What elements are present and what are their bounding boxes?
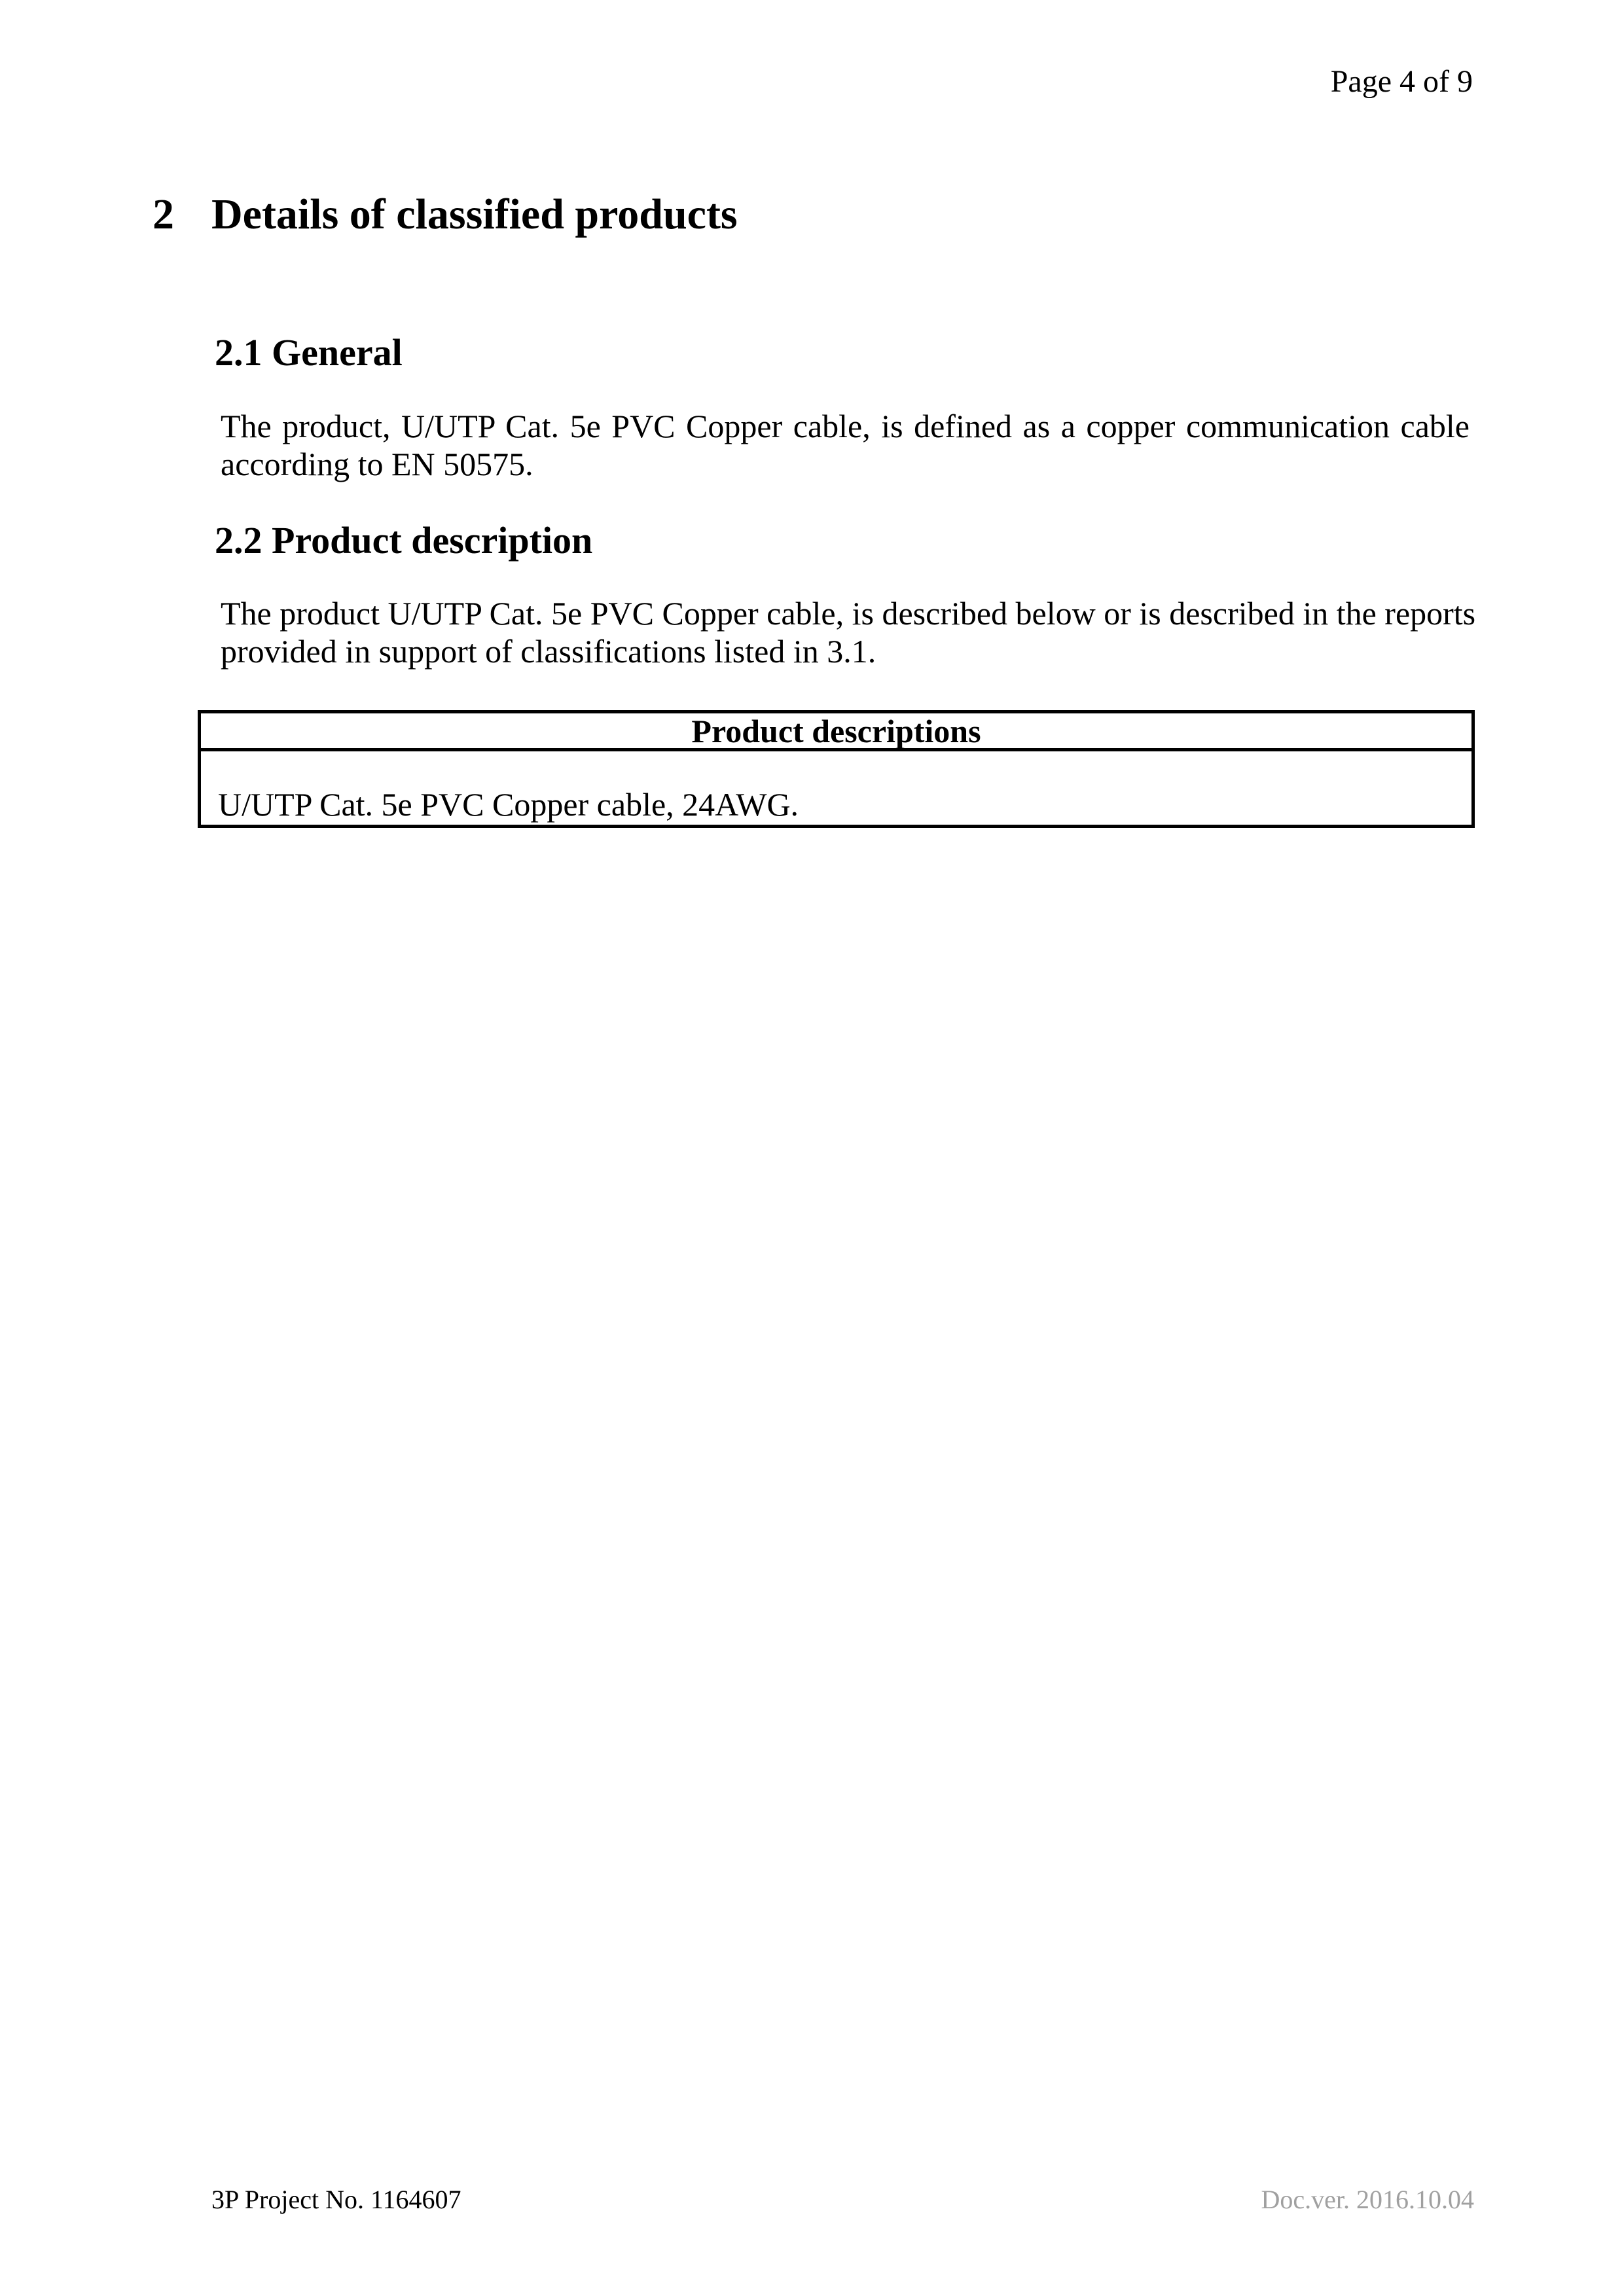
footer-project-number: 3P Project No. 1164607	[211, 2185, 461, 2214]
page-number-indicator: Page 4 of 9	[1330, 64, 1473, 99]
product-descriptions-table	[198, 710, 1475, 828]
section-heading-product-description: 2.2 Product description	[215, 519, 593, 562]
paragraph-general-line-2: according to EN 50575.	[221, 446, 533, 482]
paragraph-product-description-line-1: The product U/UTP Cat. 5e PVC Copper cable, is described below or is described in the reports	[221, 595, 1476, 632]
paragraph-product-description	[221, 594, 1476, 670]
section-heading-general: 2.1 General	[215, 331, 403, 374]
paragraph-product-description-line-2: provided in support of classifications listed in 3.1.	[221, 633, 876, 670]
paragraph-general-line-1: The product, U/UTP Cat. 5e PVC Copper cable, is defined as a copper communication cable	[221, 408, 1470, 444]
chapter-title-text: Details of classified products	[211, 190, 738, 238]
product-table-header-cell: Product descriptions	[201, 713, 1471, 751]
paragraph-general	[221, 407, 1470, 483]
footer-doc-version: Doc.ver. 2016.10.04	[1261, 2185, 1474, 2214]
chapter-number: 2	[153, 190, 174, 238]
chapter-heading	[153, 191, 738, 239]
product-table-body	[201, 751, 1471, 825]
product-table-row: U/UTP Cat. 5e PVC Copper cable, 24AWG.	[218, 786, 799, 823]
